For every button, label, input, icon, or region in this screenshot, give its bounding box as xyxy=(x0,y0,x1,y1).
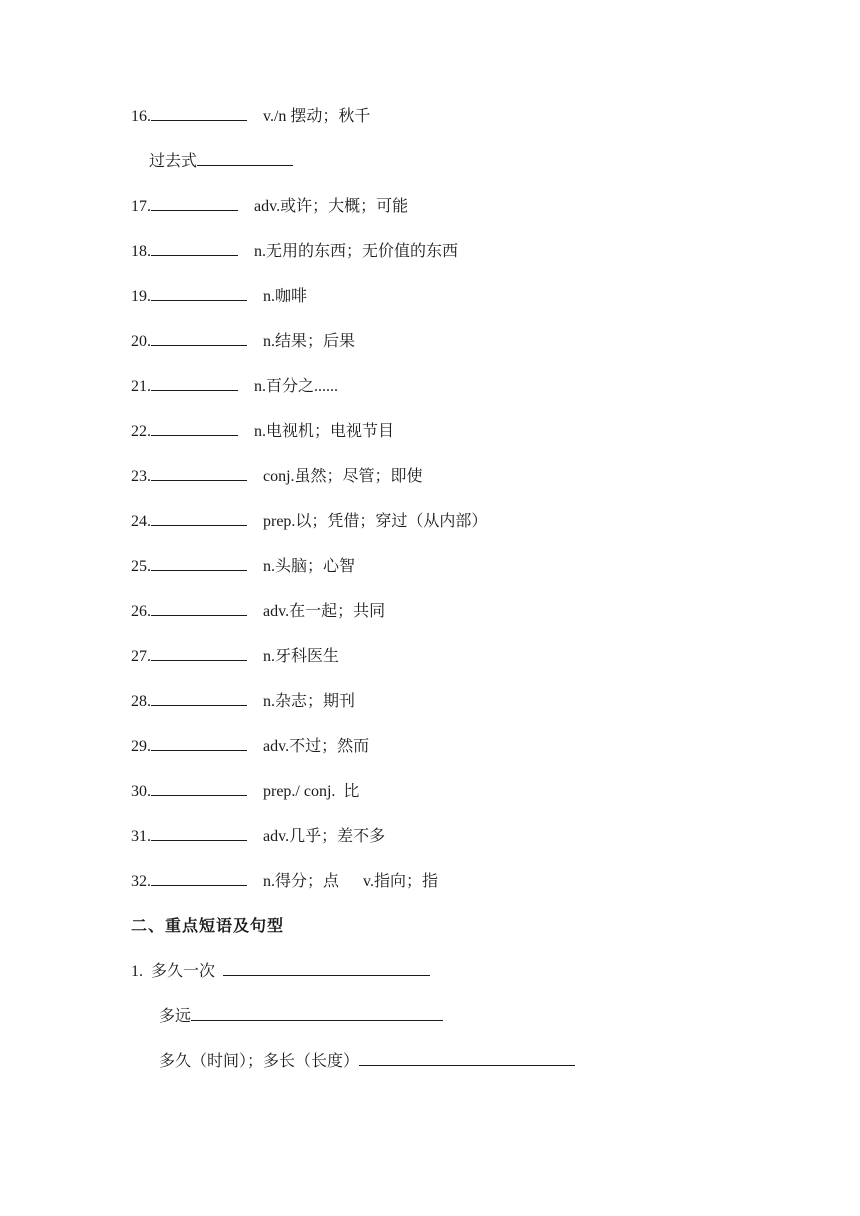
item-meaning: n.咖啡 xyxy=(263,288,308,305)
section-heading: 二、重点短语及句型 xyxy=(131,916,285,935)
item-meaning: n.结果；后果 xyxy=(263,333,356,350)
phrase-answer-blank[interactable] xyxy=(223,959,430,976)
vocab-item-32 xyxy=(131,869,438,893)
item-meaning: adv.在一起；共同 xyxy=(263,603,386,620)
phrase-answer-blank[interactable] xyxy=(191,1004,443,1021)
vocab-item-26 xyxy=(131,599,385,623)
item-number: 25. xyxy=(131,558,151,575)
item-meaning: conj.虽然；尽管；即使 xyxy=(263,468,423,485)
answer-blank[interactable] xyxy=(151,734,247,751)
item-number: 29. xyxy=(131,738,151,755)
item-meaning: prep./ conj. 比 xyxy=(263,783,360,800)
vocab-item-30 xyxy=(131,779,359,803)
vocab-item-17 xyxy=(131,194,408,218)
item-number: 31. xyxy=(131,828,151,845)
phrase-label: 多久一次 xyxy=(151,963,216,980)
phrase-label: 多远 xyxy=(159,1008,192,1025)
item-number: 23. xyxy=(131,468,151,485)
vocab-item-27 xyxy=(131,644,339,668)
answer-blank[interactable] xyxy=(151,374,238,391)
vocab-item-23 xyxy=(131,464,423,488)
item-meaning: n.头脑；心智 xyxy=(263,558,356,575)
item-meaning: adv.不过；然而 xyxy=(263,738,370,755)
item-number: 22. xyxy=(131,423,151,440)
item-meaning: prep.以；凭借；穿过（从内部） xyxy=(263,513,488,530)
item-number: 27. xyxy=(131,648,151,665)
vocab-item-22 xyxy=(131,419,394,443)
vocab-item-25 xyxy=(131,554,355,578)
vocab-item-31 xyxy=(131,824,385,848)
item-number: 16. xyxy=(131,108,151,125)
answer-blank[interactable] xyxy=(151,689,247,706)
past-tense-blank[interactable] xyxy=(197,149,293,166)
item-meaning: n.杂志；期刊 xyxy=(263,693,356,710)
phrase-label: 多久（时间）；多长（长度） xyxy=(159,1053,360,1070)
answer-blank[interactable] xyxy=(151,464,247,481)
item-number: 32. xyxy=(131,873,151,890)
item-number: 30. xyxy=(131,783,151,800)
vocab-item-16 xyxy=(131,104,370,128)
answer-blank[interactable] xyxy=(151,869,247,886)
item-number: 18. xyxy=(131,243,151,260)
item-number: 1. xyxy=(131,963,143,980)
vocab-item-24 xyxy=(131,509,487,533)
item-number: 17. xyxy=(131,198,151,215)
item-meaning: n.百分之...... xyxy=(254,378,339,395)
answer-blank[interactable] xyxy=(151,284,247,301)
answer-blank[interactable] xyxy=(151,599,247,616)
item-number: 28. xyxy=(131,693,151,710)
answer-blank[interactable] xyxy=(151,779,247,796)
vocab-item-29 xyxy=(131,734,369,758)
vocab-item-20 xyxy=(131,329,355,353)
item-meaning: n.电视机；电视节目 xyxy=(254,423,395,440)
item-meaning-verb: v.指向；指 xyxy=(363,873,438,890)
item-meaning: n.得分；点 xyxy=(263,873,340,890)
item-meaning: v./n 摆动；秋千 xyxy=(263,108,371,125)
vocab-item-19 xyxy=(131,284,307,308)
answer-blank[interactable] xyxy=(151,104,247,121)
phrase-item-1 xyxy=(131,959,430,983)
answer-blank[interactable] xyxy=(151,329,247,346)
phrase-sub-line-2 xyxy=(159,1049,575,1073)
item-number: 21. xyxy=(131,378,151,395)
answer-blank[interactable] xyxy=(151,194,238,211)
item-meaning: n.无用的东西；无价值的东西 xyxy=(254,243,459,260)
phrase-answer-blank[interactable] xyxy=(359,1049,575,1066)
vocab-item-28 xyxy=(131,689,355,713)
item-number: 24. xyxy=(131,513,151,530)
vocab-item-21 xyxy=(131,374,338,398)
item-number: 26. xyxy=(131,603,151,620)
item-meaning: adv.或许；大概；可能 xyxy=(254,198,409,215)
answer-blank[interactable] xyxy=(151,239,238,256)
item-meaning: adv.几乎；差不多 xyxy=(263,828,386,845)
answer-blank[interactable] xyxy=(151,644,247,661)
item-meaning: n.牙科医生 xyxy=(263,648,340,665)
vocab-item-18 xyxy=(131,239,458,263)
item-number: 20. xyxy=(131,333,151,350)
phrase-sub-line-1 xyxy=(159,1004,443,1028)
past-tense-line xyxy=(149,149,293,173)
item-number: 19. xyxy=(131,288,151,305)
answer-blank[interactable] xyxy=(151,554,247,571)
answer-blank[interactable] xyxy=(151,419,238,436)
answer-blank[interactable] xyxy=(151,824,247,841)
answer-blank[interactable] xyxy=(151,509,247,526)
past-tense-label: 过去式 xyxy=(149,153,198,170)
